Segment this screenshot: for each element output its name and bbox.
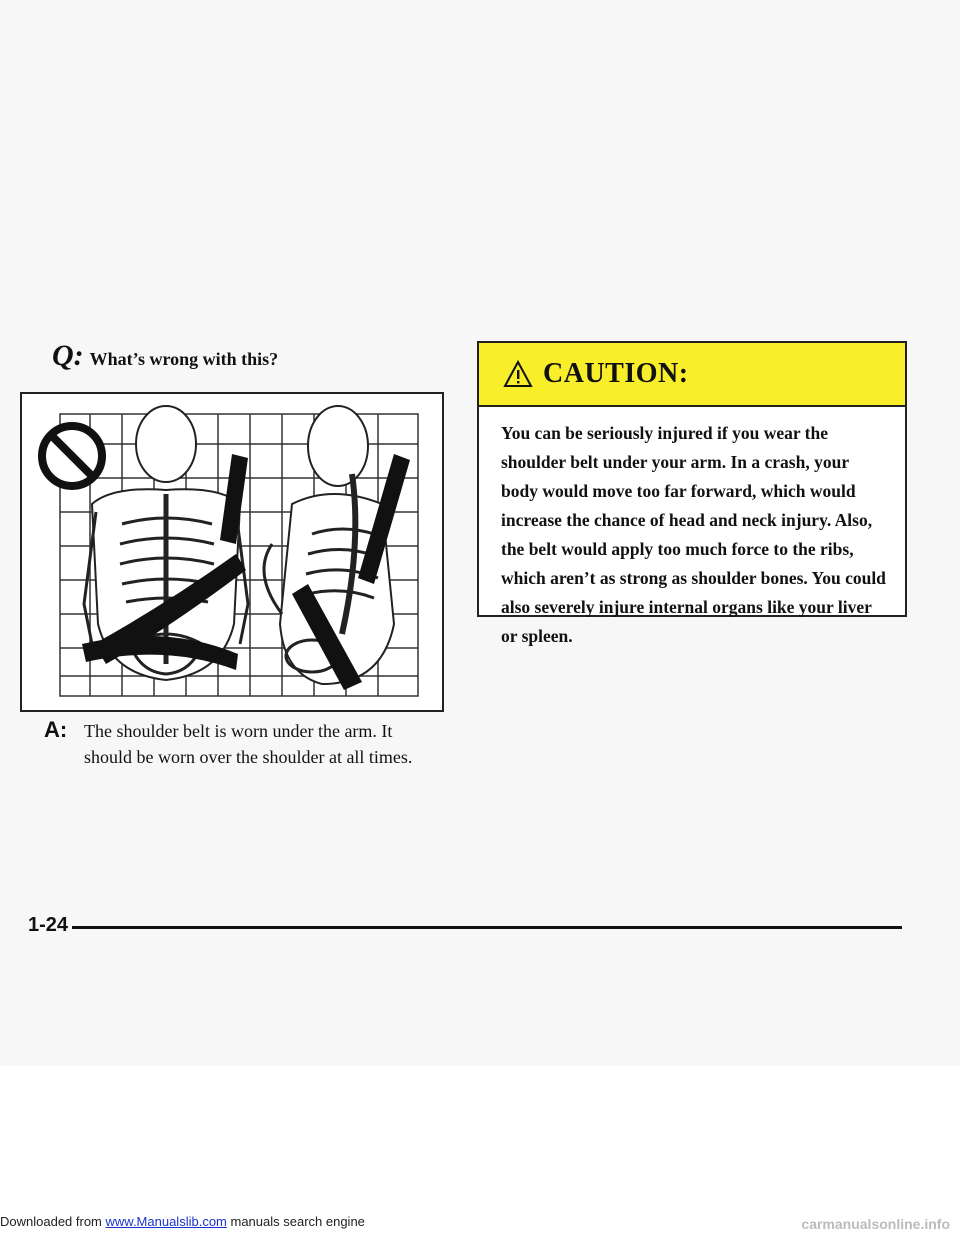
caution-title: CAUTION: (543, 358, 689, 389)
manualslib-link[interactable]: www.Manualslib.com (105, 1214, 227, 1229)
footer-rule (72, 926, 902, 929)
answer-mark: A: (44, 717, 68, 742)
warning-triangle-icon (503, 360, 533, 388)
watermark: carmanualsonline.info (801, 1216, 950, 1232)
seatbelt-illustration (20, 392, 444, 712)
question-mark: Q: (52, 339, 84, 372)
footer-suffix: manuals search engine (226, 1214, 365, 1229)
caution-text: You can be seriously injured if you wear the shoulder belt under your arm. In a crash, your body would move too far forward, which would increase the chance of head and neck injury. Also, the belt would apply too much force to the ribs, which aren’t as strong as shoulder bones. You could also severely injure internal organs like your liver or spleen. (501, 423, 886, 646)
download-footer (0, 1214, 365, 1229)
footer-prefix: Downloaded from (0, 1214, 106, 1229)
page-number: 1-24 (28, 914, 69, 936)
question-line (52, 339, 278, 373)
no-symbol-icon (42, 426, 102, 486)
caution-header (479, 343, 905, 407)
answer-text: The shoulder belt is worn under the arm. It should be worn over the shoulder at all times. (84, 721, 413, 767)
question-text: What’s wrong with this? (89, 349, 279, 369)
caution-box (477, 341, 907, 646)
